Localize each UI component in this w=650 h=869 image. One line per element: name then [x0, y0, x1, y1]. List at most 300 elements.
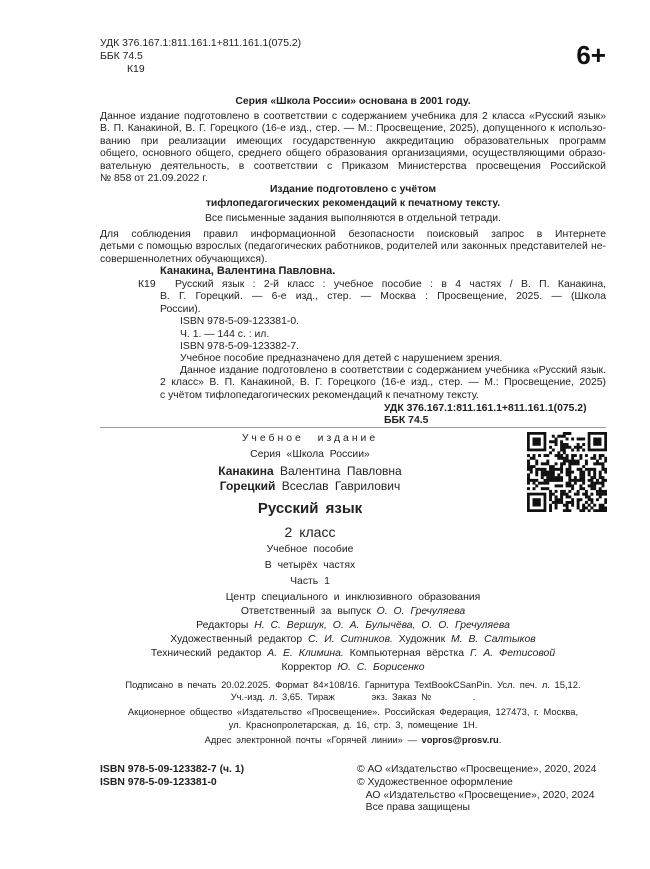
qr-module	[552, 476, 555, 479]
qr-module	[588, 495, 591, 498]
qr-module	[549, 476, 552, 479]
qr-module	[588, 509, 591, 512]
qr-module	[585, 454, 588, 457]
qr-module	[593, 484, 596, 487]
qr-module	[566, 484, 569, 487]
intro-paragraph-line: № 858 от 21.09.2022 г.	[100, 172, 208, 184]
qr-module	[590, 498, 593, 501]
qr-module	[601, 479, 604, 482]
qr-module	[555, 454, 558, 457]
qr-module	[577, 504, 580, 507]
qr-module	[527, 454, 530, 457]
qr-module	[596, 490, 599, 493]
qr-module	[541, 468, 544, 471]
qr-module	[557, 484, 560, 487]
qr-module	[560, 479, 563, 482]
qr-module	[541, 471, 544, 474]
qr-module	[555, 443, 558, 446]
qr-module	[533, 465, 536, 468]
author-1	[160, 464, 460, 479]
print-info-2: Уч.-изд. л. 3,65. Тираж экз. Заказ № .	[230, 691, 476, 702]
qr-module	[590, 476, 593, 479]
center-name: Центр специального и инклюзивного образования	[225, 592, 481, 603]
catalog-note-line: с учётом тифлопедагогических рекомендаций к печатному тексту.	[160, 389, 479, 401]
email-label: Адрес электронной почты «Горячей линии» —	[204, 734, 417, 745]
qr-module	[546, 454, 549, 457]
qr-module	[604, 509, 607, 512]
book-type: Учебное пособие	[266, 544, 354, 555]
qr-module	[599, 504, 602, 507]
qr-module	[566, 471, 569, 474]
qr-module	[601, 476, 604, 479]
qr-module	[601, 506, 604, 509]
qr-module	[593, 473, 596, 476]
corrector-line	[100, 662, 606, 674]
qr-module	[552, 493, 555, 496]
qr-module	[577, 443, 580, 446]
qr-module	[560, 468, 563, 471]
qr-module	[585, 493, 588, 496]
qr-module	[549, 495, 552, 498]
qr-module	[593, 454, 596, 457]
qr-module	[544, 468, 547, 471]
qr-module	[571, 504, 574, 507]
qr-module	[574, 482, 577, 485]
qr-module	[560, 446, 563, 449]
qr-module	[533, 454, 536, 457]
qr-module	[546, 487, 549, 490]
qr-module	[582, 438, 585, 441]
qr-module	[563, 457, 566, 460]
qr-module	[560, 471, 563, 474]
qr-module	[585, 501, 588, 504]
qr-module	[577, 462, 580, 465]
qr-module	[541, 482, 544, 485]
qr-module	[560, 498, 563, 501]
catalog-note-line: Данное издание подготовлено в соответствии с содержанием учебника «Русский язык.	[180, 365, 606, 376]
qr-module	[604, 468, 607, 471]
catalog-author: Канакина, Валентина Павловна.	[160, 265, 336, 277]
qr-module	[577, 506, 580, 509]
qr-module	[571, 457, 574, 460]
qr-module	[574, 493, 577, 496]
qr-module	[546, 482, 549, 485]
qr-module	[585, 462, 588, 465]
tech-editor-label: Технический редактор	[150, 648, 262, 659]
qr-module	[557, 479, 560, 482]
catalog-purpose: Учебное пособие предназначено для детей с нарушением зрения.	[180, 353, 503, 364]
qr-module	[579, 454, 582, 457]
author-2	[160, 479, 460, 494]
qr-module	[552, 473, 555, 476]
artist-label: Художник	[398, 634, 446, 645]
qr-module	[599, 487, 602, 490]
qr-module	[590, 484, 593, 487]
qr-module	[557, 476, 560, 479]
qr-module	[555, 498, 558, 501]
copyright-block-line: © АО «Издательство «Просвещение», 2020, 2024	[357, 764, 597, 775]
qr-module	[549, 506, 552, 509]
qr-module	[566, 504, 569, 507]
qr-module	[535, 471, 538, 474]
qr-module	[574, 446, 577, 449]
qr-module	[552, 501, 555, 504]
qr-module	[555, 484, 558, 487]
qr-module	[527, 465, 530, 468]
qr-module	[549, 471, 552, 474]
qr-module	[535, 460, 538, 463]
editors-label: Редакторы	[196, 620, 249, 631]
qr-module	[527, 476, 530, 479]
qr-module	[560, 501, 563, 504]
qr-module	[549, 440, 552, 443]
qr-module	[566, 495, 569, 498]
qr-module	[604, 471, 607, 474]
qr-module	[571, 501, 574, 504]
qr-module	[568, 501, 571, 504]
qr-module	[535, 468, 538, 471]
qr-module	[535, 473, 538, 476]
qr-module	[535, 462, 538, 465]
qr-module	[566, 506, 569, 509]
qr-module	[601, 493, 604, 496]
qr-module	[568, 460, 571, 463]
responsible-line	[100, 606, 606, 618]
layout-name: Г. А. Фетисовой	[469, 648, 556, 659]
qr-module	[541, 476, 544, 479]
series-note: Серия «Школа России» основана в 2001 году.	[235, 96, 471, 107]
qr-module	[549, 509, 552, 512]
qr-module	[588, 473, 591, 476]
qr-module	[599, 471, 602, 474]
qr-module	[577, 446, 580, 449]
art-editor-name: С. И. Ситников.	[307, 634, 393, 645]
author-2-surname: Горецкий	[219, 479, 276, 493]
artist-name: М. В. Салтыков	[451, 634, 536, 645]
qr-module	[560, 476, 563, 479]
qr-module	[555, 468, 558, 471]
catalog-entry-line: России).	[160, 303, 201, 315]
qr-module	[566, 446, 569, 449]
qr-module	[552, 449, 555, 452]
catalog-part: Ч. 1. — 144 с. : ил.	[180, 329, 270, 340]
qr-module	[557, 473, 560, 476]
layout-label: Компьютерная вёрстка	[349, 648, 465, 659]
qr-module	[604, 490, 607, 493]
qr-module	[555, 476, 558, 479]
qr-finder	[533, 438, 541, 446]
qr-module	[574, 479, 577, 482]
qr-module	[560, 443, 563, 446]
qr-module	[544, 473, 547, 476]
qr-module	[563, 460, 566, 463]
qr-module	[599, 509, 602, 512]
qr-module	[571, 471, 574, 474]
tiflo-heading-2: тифлопедагогических рекомендаций к печатному тексту.	[205, 198, 501, 209]
qr-module	[585, 460, 588, 463]
qr-module	[527, 479, 530, 482]
qr-module	[588, 498, 591, 501]
qr-module	[541, 487, 544, 490]
qr-module	[557, 468, 560, 471]
catalog-bbk: ББК 74.5	[384, 415, 429, 426]
qr-module	[599, 473, 602, 476]
qr-module	[574, 454, 577, 457]
qr-module	[601, 462, 604, 465]
qr-module	[579, 446, 582, 449]
qr-module	[579, 487, 582, 490]
qr-module	[599, 462, 602, 465]
qr-module	[527, 482, 530, 485]
qr-module	[549, 451, 552, 454]
qr-module	[582, 476, 585, 479]
catalog-note-line: 2 класс» В. П. Канакиной, В. Г. Горецкого (16-е изд., стер. — М.: Просвещение, 2025)	[160, 377, 606, 389]
qr-module	[579, 498, 582, 501]
qr-module	[555, 438, 558, 441]
qr-module	[563, 451, 566, 454]
qr-module	[552, 471, 555, 474]
qr-module	[582, 479, 585, 482]
qr-module	[560, 462, 563, 465]
corrector-name: Ю. С. Борисенко	[337, 662, 425, 673]
qr-module	[566, 501, 569, 504]
qr-module	[579, 457, 582, 460]
notebook-note: Все письменные задания выполняются в отдельной тетради.	[204, 213, 501, 224]
qr-module	[577, 468, 580, 471]
catalog-entry-line: В. Г. Горецкий. — 6-е изд., стер. — Москва : Просвещение, 2025. — (Школа	[160, 291, 606, 303]
corrector-label: Корректор	[281, 662, 332, 673]
qr-module	[599, 490, 602, 493]
qr-module	[582, 493, 585, 496]
copyright-block-line: © Художественное оформление	[357, 776, 513, 788]
qr-module	[577, 438, 580, 441]
qr-module	[552, 440, 555, 443]
qr-module	[552, 465, 555, 468]
qr-module	[546, 473, 549, 476]
qr-module	[549, 498, 552, 501]
qr-module	[546, 471, 549, 474]
qr-module	[596, 493, 599, 496]
qr-module	[546, 479, 549, 482]
qr-module	[544, 479, 547, 482]
qr-module	[588, 471, 591, 474]
qr-module	[549, 468, 552, 471]
qr-module	[549, 493, 552, 496]
intro-paragraph	[100, 111, 606, 185]
intro-paragraph-line: общего, основного общего, среднего общего образования организациями, осуществляющими образо-	[100, 148, 606, 160]
email-link[interactable]: vopros@prosv.ru	[421, 734, 499, 745]
catalog-entry-line: Русский язык : 2-й класс : учебное пособие : в 4 частях / В. П. Канакина,	[175, 279, 606, 290]
qr-module	[601, 484, 604, 487]
qr-code	[527, 432, 607, 512]
qr-module	[579, 509, 582, 512]
qr-module	[590, 457, 593, 460]
divider	[100, 427, 606, 428]
catalog-isbn-set: ISBN 978-5-09-123381-0.	[180, 316, 299, 327]
editors-line	[100, 620, 606, 632]
safety-paragraph-line: Для соблюдения правил информационной безопасности поисковый запрос в Интернете	[100, 229, 606, 240]
qr-module	[571, 484, 574, 487]
art-editor-label: Художественный редактор	[170, 634, 303, 645]
qr-module	[563, 504, 566, 507]
qr-module	[549, 490, 552, 493]
qr-module	[568, 471, 571, 474]
qr-module	[530, 479, 533, 482]
qr-module	[557, 454, 560, 457]
qr-module	[601, 509, 604, 512]
qr-module	[541, 473, 544, 476]
qr-module	[544, 454, 547, 457]
qr-module	[593, 462, 596, 465]
catalog-udk: УДК 376.167.1:811.161.1+811.161.1(075.2)	[384, 403, 587, 414]
qr-module	[546, 460, 549, 463]
qr-module	[599, 482, 602, 485]
qr-module	[574, 460, 577, 463]
qr-module	[568, 462, 571, 465]
qr-module	[541, 462, 544, 465]
imprint-series: Серия «Школа России»	[250, 449, 370, 460]
copyright-block-line: АО «Издательство «Просвещение», 2020, 2024	[357, 789, 595, 801]
qr-finder	[593, 438, 601, 446]
qr-module	[593, 468, 596, 471]
tech-editor-name: А. Е. Климина.	[267, 648, 344, 659]
qr-module	[549, 465, 552, 468]
qr-module	[549, 504, 552, 507]
qr-module	[601, 490, 604, 493]
qr-module	[560, 465, 563, 468]
author-1-surname: Канакина	[218, 464, 274, 478]
qr-module	[563, 432, 566, 435]
qr-module	[530, 457, 533, 460]
age-rating-badge: 6+	[576, 40, 606, 70]
qr-module	[601, 468, 604, 471]
qr-module	[563, 462, 566, 465]
qr-module	[596, 509, 599, 512]
qr-module	[593, 476, 596, 479]
qr-module	[582, 443, 585, 446]
qr-module	[535, 479, 538, 482]
qr-module	[596, 460, 599, 463]
qr-module	[560, 495, 563, 498]
qr-module	[566, 432, 569, 435]
qr-module	[546, 462, 549, 465]
qr-module	[593, 504, 596, 507]
publisher-1: Акционерное общество «Издательство «Просвещение». Российская Федерация, 127473, г. Москва,	[127, 706, 579, 717]
qr-module	[563, 509, 566, 512]
qr-module	[582, 509, 585, 512]
qr-module	[538, 454, 541, 457]
qr-module	[571, 462, 574, 465]
qr-module	[593, 509, 596, 512]
qr-module	[593, 457, 596, 460]
qr-module	[563, 449, 566, 452]
qr-module	[579, 468, 582, 471]
qr-module	[588, 468, 591, 471]
intro-paragraph-line: В. П. Канакиной, В. Г. Горецкого (16-е изд., стер. — М.: Просвещение, 2025), допущенного к использо-	[100, 123, 606, 135]
responsible-name: О. О. Гречуляева	[376, 606, 466, 617]
qr-module	[579, 479, 582, 482]
qr-module	[527, 462, 530, 465]
qr-module	[568, 446, 571, 449]
qr-module	[582, 449, 585, 452]
qr-module	[582, 471, 585, 474]
qr-module	[530, 468, 533, 471]
qr-module	[571, 460, 574, 463]
qr-module	[593, 487, 596, 490]
qr-module	[544, 482, 547, 485]
qr-module	[563, 443, 566, 446]
book-title: Русский язык	[257, 500, 363, 517]
intro-paragraph-line: вательную деятельность, в соответствии с Приказом Министерства просвещения Российской	[100, 160, 606, 172]
qr-module	[566, 454, 569, 457]
qr-module	[604, 457, 607, 460]
qr-module	[544, 487, 547, 490]
qr-module	[596, 498, 599, 501]
qr-module	[577, 479, 580, 482]
qr-module	[566, 473, 569, 476]
qr-module	[555, 479, 558, 482]
qr-module	[579, 476, 582, 479]
book-parts: В четырёх частях	[264, 560, 356, 571]
qr-module	[568, 482, 571, 485]
qr-module	[590, 482, 593, 485]
qr-module	[571, 487, 574, 490]
qr-module	[552, 479, 555, 482]
qr-module	[599, 506, 602, 509]
catalog-note	[160, 365, 606, 402]
qr-module	[601, 454, 604, 457]
qr-module	[590, 468, 593, 471]
qr-module	[555, 506, 558, 509]
udk-code: УДК 376.167.1:811.161.1+811.161.1(075.2)	[100, 38, 302, 49]
qr-module	[557, 501, 560, 504]
email-end: .	[498, 734, 502, 745]
qr-module	[555, 495, 558, 498]
qr-module	[533, 482, 536, 485]
qr-module	[568, 495, 571, 498]
qr-module	[577, 498, 580, 501]
qr-module	[571, 438, 574, 441]
qr-module	[560, 493, 563, 496]
qr-module	[568, 484, 571, 487]
qr-module	[601, 504, 604, 507]
qr-module	[579, 438, 582, 441]
qr-module	[527, 468, 530, 471]
qr-module	[557, 457, 560, 460]
author-1-name: Валентина Павловна	[280, 464, 402, 478]
qr-module	[579, 471, 582, 474]
qr-module	[557, 451, 560, 454]
qr-module	[577, 493, 580, 496]
qr-module	[527, 487, 530, 490]
qr-module	[577, 460, 580, 463]
bbk-code: ББК 74.5	[100, 51, 143, 62]
qr-module	[604, 479, 607, 482]
qr-module	[590, 506, 593, 509]
qr-module	[560, 454, 563, 457]
safety-paragraph-line: детьми с помощью взрослых (педагогических работников, родителей или законных представителей не-	[100, 241, 606, 253]
qr-module	[579, 473, 582, 476]
qr-module	[533, 457, 536, 460]
qr-module	[596, 482, 599, 485]
qr-module	[533, 479, 536, 482]
qr-module	[568, 509, 571, 512]
qr-module	[560, 490, 563, 493]
qr-module	[571, 454, 574, 457]
catalog-entry	[160, 279, 606, 316]
qr-module	[566, 468, 569, 471]
qr-module	[538, 468, 541, 471]
